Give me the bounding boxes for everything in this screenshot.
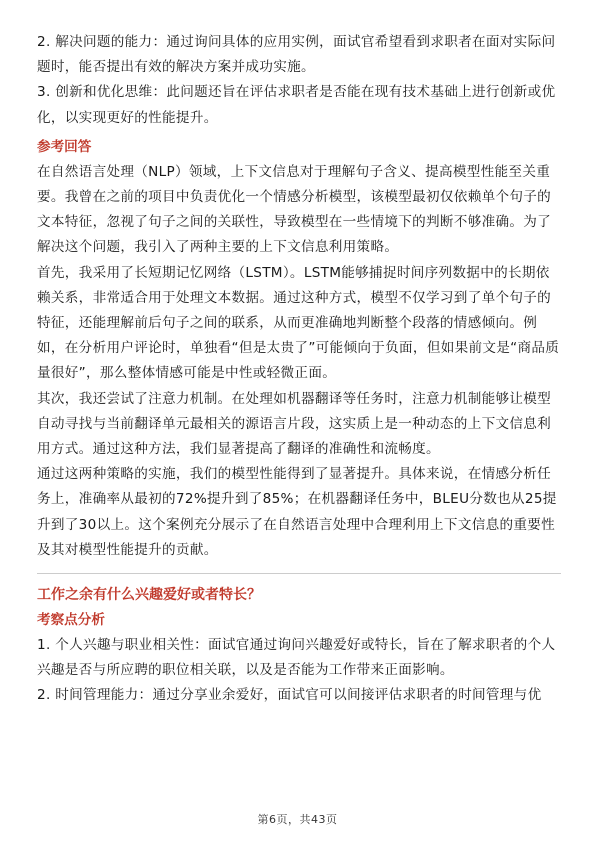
analysis-item-1: 1. 个人兴趣与职业相关性：面试官通过询问兴趣爱好或特长，旨在了解求职者的个人兴趣是否与所应聘的职位相关联，以及是否能为工作带来正面影响。 (37, 637, 556, 679)
analysis-heading: 考察点分析 (37, 612, 105, 629)
analysis-item-2: 2. 时间管理能力：通过分享业余爱好，面试官可以间接评估求职者的时间管理与优 (37, 687, 542, 704)
top-item-3: 3. 创新和优化思维：此问题还旨在评估求职者是否能在现有技术基础上进行创新或优化，以实现更好的性能提升。 (37, 84, 556, 126)
answer-paragraph-1: 在自然语言处理（NLP）领域，上下文信息对于理解句子含义、提高模型性能至关重要。我曾在之前的项目中负责优化一个情感分析模型，该模型最初仅依赖单个句子的文本特征，忽视了句子之间的关联性，导致模型在一些情境下的判断不够准确。为了解决这个问题，我引入了两种主要的上下文信息利用策略。 (37, 163, 552, 256)
answer-heading: 参考回答 (37, 138, 92, 155)
page-content (37, 30, 561, 709)
top-item-2: 2. 解决问题的能力：通过询问具体的应用实例，面试官希望看到求职者在面对实际问题时，能否提出有效的解决方案并成功实施。 (37, 34, 556, 76)
section-divider (37, 573, 561, 574)
page-number-footer: 第6页，共43页 (257, 813, 338, 826)
next-question: 工作之余有什么兴趣爱好或者特长？ (37, 587, 261, 604)
answer-paragraph-3: 其次，我还尝试了注意力机制。在处理如机器翻译等任务时，注意力机制能够让模型自动寻找与当前翻译单元最相关的源语言片段，这实质上是一种动态的上下文信息利用方式。通过这种方法，我们显著提高了翻译的准确性和流畅度。 (37, 390, 552, 458)
answer-paragraph-2: 首先，我采用了长短期记忆网络（LSTM）。LSTM能够捕捉时间序列数据中的长期依赖关系，非常适合用于处理文本数据。通过这种方式，模型不仅学习到了单个句子的特征，还能理解前后句子之间的联系，从而更准确地判断整个段落的情感倾向。例如，在分析用户评论时，单独看“但是太贵了”可能倾向于负面，但如果前文是“商品质量很好”，那么整体情感可能是中性或轻微正面。 (37, 264, 560, 382)
answer-paragraph-4: 通过这两种策略的实施，我们的模型性能得到了显著提升。具体来说，在情感分析任务上，准确率从最初的72%提升到了85%；在机器翻译任务中，BLEU分数也从25提升到了30以上。这个案例充分展示了在自然语言处理中合理利用上下文信息的重要性及其对模型性能提升的贡献。 (37, 466, 557, 558)
